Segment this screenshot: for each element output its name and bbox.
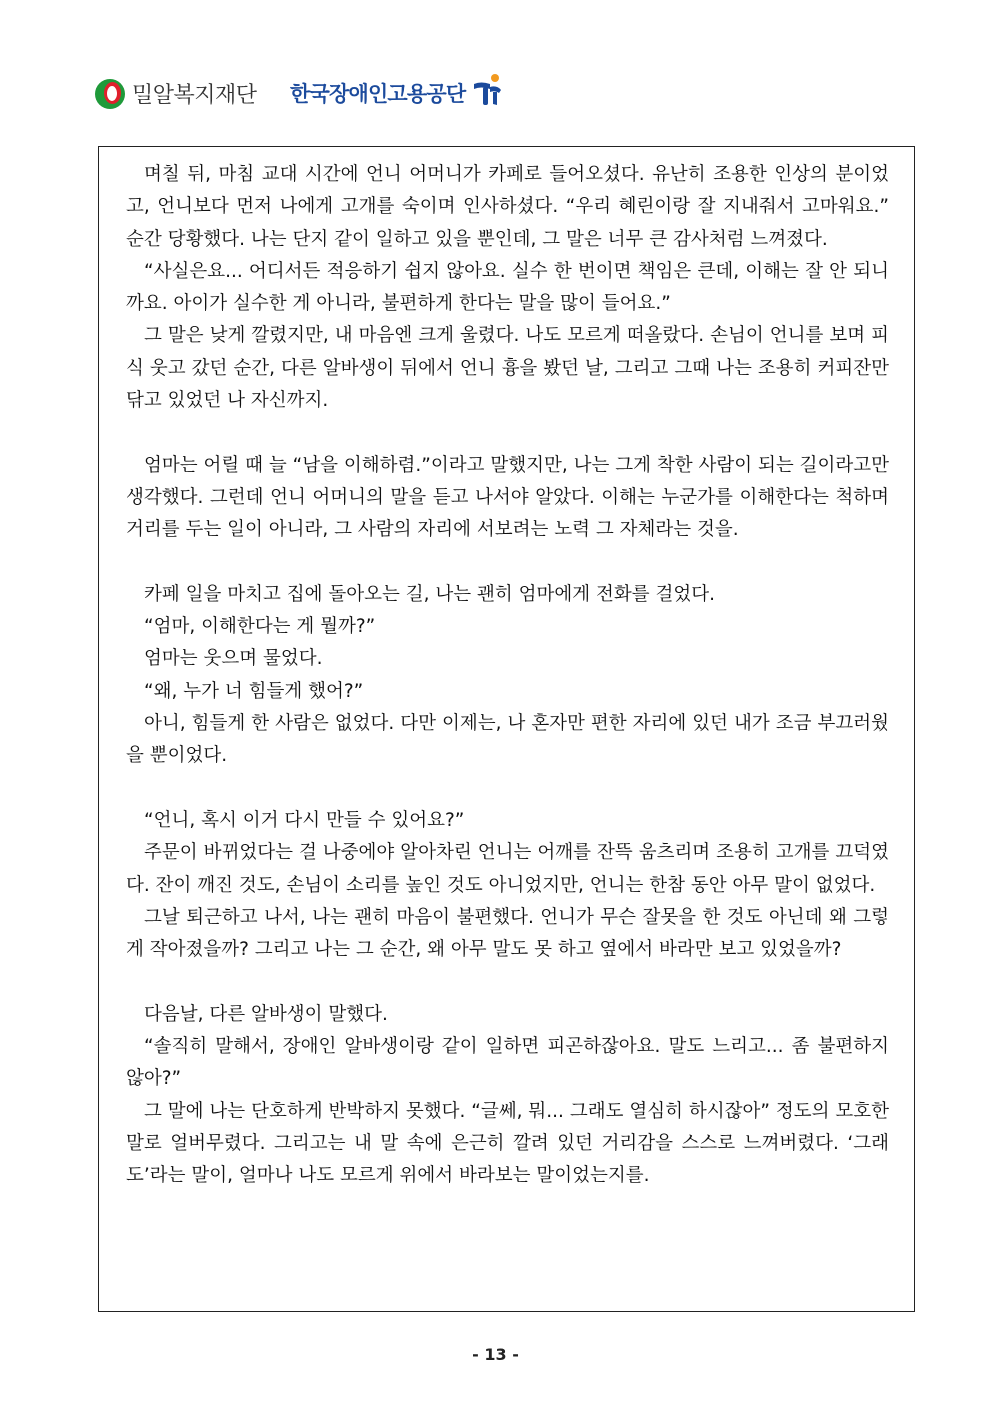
milal-logo	[95, 78, 257, 109]
paragraph: 카페 일을 마치고 집에 돌아오는 길, 나는 괜히 엄마에게 전화를 걸었다.	[144, 583, 715, 605]
paragraph: 엄마는 웃으며 물었다.	[144, 648, 323, 670]
page-header	[95, 72, 895, 116]
story-content	[126, 159, 889, 1193]
paragraph: “언니, 혹시 이거 다시 만들 수 있어요?”	[144, 809, 465, 831]
paragraph: “왜, 누가 너 힘들게 했어?”	[144, 680, 364, 702]
paragraph: “사실은요... 어디서든 적응하기 쉽지 않아요. 실수 한 번이면 책임은 큰데, 이해는 잘 안 되니까요. 아이가 실수한 게 아니라, 불편하게 한다는 말을 많이 들어요.”	[126, 260, 889, 315]
paragraph-gap	[126, 773, 889, 805]
paragraph-gap	[126, 417, 889, 449]
paragraph: 주문이 바뀌었다는 걸 나중에야 알아차린 언니는 어깨를 잔뜩 움츠리며 조용히 고개를 끄덕였다. 잔이 깨진 것도, 손님이 소리를 높인 것도 아니었지만, 언니는 한참 동안 아무 말이 없었다.	[126, 842, 889, 896]
paragraph: 며칠 뒤, 마침 교대 시간에 언니 어머니가 카페로 들어오셨다. 유난히 조용한 인상의 분이었고, 언니보다 먼저 나에게 고개를 숙이며 인사하셨다. “우리 혜린이랑 잘 지내줘서 고마워요.” 순간 당황했다. 나는 단지 같이 일하고 있을 뿐인데, 그 말은 너무 큰 감사처럼 느껴졌다.	[126, 164, 889, 250]
paragraph-gap	[126, 966, 889, 998]
page-number: - 13 -	[472, 1345, 519, 1364]
paragraph: “솔직히 말해서, 장애인 알바생이랑 같이 일하면 피곤하잖아요. 말도 느리고... 좀 불편하지 않아?”	[126, 1036, 889, 1090]
paragraph-gap	[126, 547, 889, 579]
milal-emblem-icon	[95, 79, 125, 109]
paragraph: 엄마는 어릴 때 늘 “남을 이해하렴.”이라고 말했지만, 나는 그게 착한 사람이 되는 길이라고만 생각했다. 그런데 언니 어머니의 말을 듣고 나서야 알았다. 이해는 누군가를 이해한다는 척하며 거리를 두는 일이 아니라, 그 사람의 자리에 서보려는 노력 그 자체라는 것을.	[126, 454, 889, 541]
org1-name: 밀알복지재단	[132, 83, 257, 108]
story-text-box	[98, 146, 915, 1312]
org2-name: 한국장애인고용공단	[290, 82, 466, 106]
paragraph: 그 말은 낮게 깔렸지만, 내 마음엔 크게 울렸다. 나도 모르게 떠올랐다. 손님이 언니를 보며 피식 웃고 갔던 순간, 다른 알바생이 뒤에서 언니 흉을 봤던 날, 그리고 그때 나는 조용히 커피잔만 닦고 있었던 나 자신까지.	[126, 325, 889, 412]
paragraph: 아니, 힘들게 한 사람은 없었다. 다만 이제는, 나 혼자만 편한 자리에 있던 내가 조금 부끄러웠을 뿐이었다.	[126, 713, 889, 767]
kead-logo	[290, 78, 503, 108]
paragraph: 그날 퇴근하고 나서, 나는 괜히 마음이 불편했다. 언니가 무슨 잘못을 한 것도 아닌데 왜 그렇게 작아졌을까? 그리고 나는 그 순간, 왜 아무 말도 못 하고 옆에서 바라만 보고 있었을까?	[126, 906, 889, 961]
kead-emblem-icon	[471, 73, 503, 107]
paragraph: 그 말에 나는 단호하게 반박하지 못했다. “글쎄, 뭐... 그래도 열심히 하시잖아” 정도의 모호한 말로 얼버무렸다. 그리고는 내 말 속에 은근히 깔려 있던 거리감을 스스로 느껴버렸다. ‘그래도’라는 말이, 얼마나 나도 모르게 위에서 바라보는 말이었는지를.	[126, 1100, 889, 1187]
paragraph: 다음날, 다른 알바생이 말했다.	[144, 1003, 388, 1025]
paragraph: “엄마, 이해한다는 게 뭘까?”	[144, 616, 376, 638]
